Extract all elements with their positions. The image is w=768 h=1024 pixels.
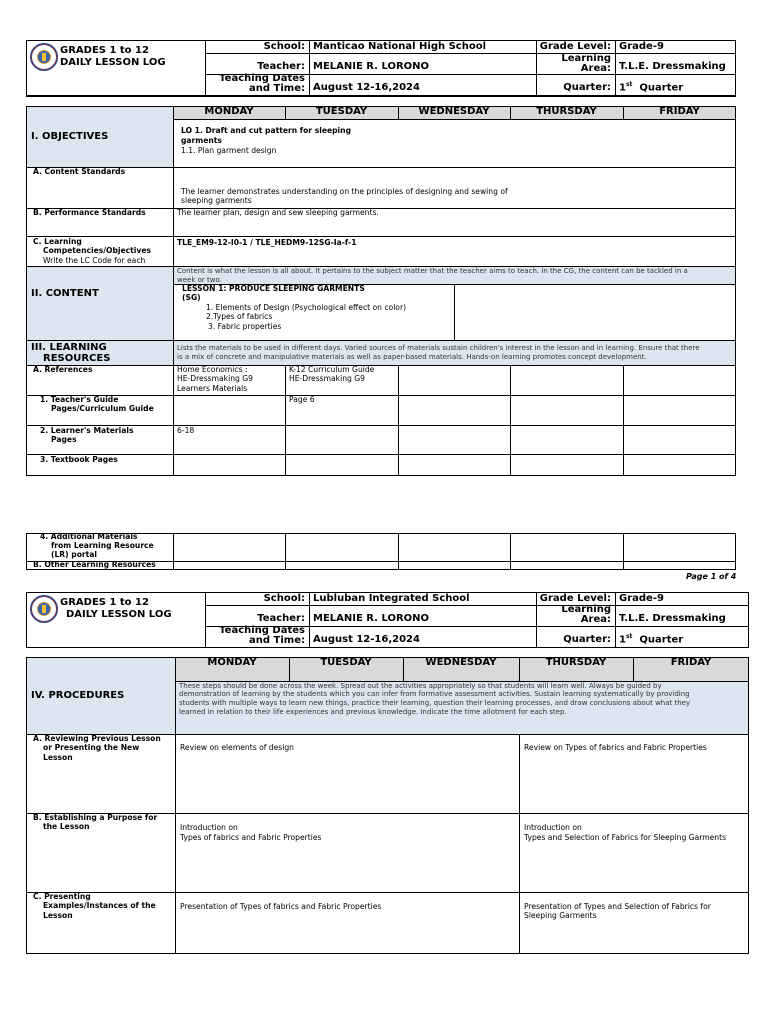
step-b-label-2: the Lesson (43, 822, 90, 831)
teaching-dates-label-2: and Time: (249, 635, 305, 646)
ref-monday-2: HE-Dressmaking G9 (177, 374, 253, 383)
lo-line2: garments (181, 136, 222, 145)
content-item-1: 1. Elements of Design (Psychological effect on color) (206, 303, 407, 312)
teachers-guide-label-2: Pages/Curriculum Guide (51, 404, 154, 413)
day-header-friday: FRIDAY (659, 106, 700, 117)
quarter-value: 1st Quarter (619, 633, 684, 646)
performance-standards-label: B. Performance Standards (33, 208, 146, 217)
competencies-label-1: C. Learning (33, 237, 82, 246)
teachers-guide-label-1: 1. Teacher's Guide (40, 395, 119, 404)
step-b-label-1: B. Establishing a Purpose for (33, 813, 158, 822)
grade-level-label: Grade Level: (539, 593, 611, 604)
grade-level-label: Grade Level: (539, 41, 611, 52)
step-b-thu-fri-2: Types and Selection of Fabrics for Sleeping Garments (524, 833, 727, 842)
step-c-thu-fri-2: Sleeping Garments (524, 911, 597, 920)
teachers-guide-tuesday: Page 6 (289, 395, 315, 404)
competencies-label-3: Write the LC Code for each (43, 256, 146, 265)
lo-line1: LO 1. Draft and cut pattern for sleeping (181, 126, 351, 135)
dll-title-line2: DAILY LESSON LOG (60, 57, 166, 68)
references-label: A. References (33, 365, 93, 374)
content-label: II. CONTENT (31, 288, 99, 299)
teaching-dates-value: August 12-16,2024 (313, 82, 420, 93)
procedures-note-line4: learned in relation to their life experiences and previous knowledge. Indicate the time allotment for each step. (179, 708, 567, 716)
procedures-note-line2: demonstration of learning by the students which you can infer from formative assessment activities. Sustain learning systematically by providing (179, 690, 690, 698)
learning-area-label-2: Area: (580, 614, 611, 625)
resources-note-line2: is a mix of concrete and manipulative materials as well as paper-based materials. Hands-on learning promotes concept development. (177, 353, 647, 361)
quarter-value: 1st Quarter (619, 81, 684, 94)
day-header-thursday: THURSDAY (545, 657, 607, 668)
teacher-label: Teacher: (257, 61, 305, 72)
deped-seal-icon (30, 595, 58, 623)
school-value: Lubluban Integrated School (313, 593, 470, 604)
step-a-mon-wed: Review on elements of design (180, 743, 294, 752)
teaching-dates-label-1: Teaching Dates (219, 625, 305, 636)
teacher-value: MELANIE R. LORONO (313, 61, 430, 72)
resources-label-1: III. LEARNING (31, 342, 107, 353)
day-header-tuesday: TUESDAY (315, 106, 368, 117)
step-b-mon-wed-1: Introduction on (180, 823, 238, 832)
page-number: Page 1 of 4 (686, 572, 737, 581)
content-note-line2: week or two. (177, 276, 222, 284)
performance-standards-text: The learner plan, design and sew sleeping garments. (177, 208, 379, 217)
learners-materials-monday: 6-18 (177, 426, 195, 435)
teaching-dates-label-2: and Time: (249, 83, 305, 94)
day-header-monday: MONDAY (204, 106, 254, 117)
content-standards-line1: The learner demonstrates understanding on the principles of designing and sewing of (181, 187, 508, 196)
resources-note-line1: Lists the materials to be used in different days. Varied sources of materials sustain children's interest in the lesson and in learning. Ensure that there (177, 344, 700, 352)
quarter-label: Quarter: (563, 82, 611, 93)
lesson-title-line1: LESSON 1: PRODUCE SLEEPING GARMENTS (182, 284, 365, 293)
resources-label-2: RESOURCES (43, 353, 111, 364)
content-item-3: 3. Fabric properties (208, 322, 282, 331)
ref-tuesday-2: HE-Dressmaking G9 (289, 374, 365, 383)
additional-materials-label-3: (LR) portal (51, 550, 98, 559)
step-c-label-1: C. Presenting (33, 892, 91, 901)
procedures-note-line3: students with multiple ways to learn new things, practice their learning, question their learning processes, and draw conclusions about what they (179, 699, 691, 707)
teacher-label: Teacher: (257, 613, 305, 624)
school-value: Manticao National High School (313, 41, 486, 52)
dll-title-line1: GRADES 1 to 12 (60, 45, 149, 56)
learners-materials-label-2: Pages (51, 435, 77, 444)
learners-materials-label-1: 2. Learner's Materials (40, 426, 134, 435)
learning-area-label-1: Learning (561, 53, 611, 64)
deped-seal-icon (30, 43, 58, 71)
ref-monday-1: Home Economics : (177, 365, 248, 374)
additional-materials-label-2: from Learning Resource (51, 541, 154, 550)
teaching-dates-label-1: Teaching Dates (219, 73, 305, 84)
textbook-pages-label: 3. Textbook Pages (40, 455, 118, 464)
school-label: School: (263, 593, 305, 604)
other-resources-label: B. Other Learning Resources (33, 560, 156, 569)
content-item-2: 2.Types of fabrics (206, 312, 273, 321)
procedures-note-line1: These steps should be done across the week. Spread out the activities appropriately so that students will learn well. Always be guided by (179, 682, 662, 690)
dll-title-line2: DAILY LESSON LOG (66, 609, 172, 620)
step-a-thu-fri: Review on Types of fabrics and Fabric Properties (524, 743, 707, 752)
step-b-mon-wed-2: Types of fabrics and Fabric Properties (180, 833, 322, 842)
day-header-wednesday: WEDNESDAY (418, 106, 490, 117)
grade-level-value: Grade-9 (619, 41, 664, 52)
content-standards-label: A. Content Standards (33, 167, 126, 176)
step-a-label-1: A. Reviewing Previous Lesson (33, 734, 161, 743)
lesson-title-line2: (SG) (182, 293, 201, 302)
day-header-wednesday: WEDNESDAY (425, 657, 497, 668)
day-header-tuesday: TUESDAY (320, 657, 372, 668)
teacher-value: MELANIE R. LORONO (313, 613, 430, 624)
day-header-thursday: THURSDAY (536, 106, 597, 117)
learning-area-value: T.L.E. Dressmaking (619, 61, 726, 72)
procedures-label: IV. PROCEDURES (31, 690, 125, 701)
learning-area-label-2: Area: (580, 63, 611, 74)
step-b-thu-fri-1: Introduction on (524, 823, 582, 832)
additional-materials-label-1: 4. Additional Materials (40, 532, 138, 541)
learning-area-value: T.L.E. Dressmaking (619, 613, 726, 624)
grade-level-value: Grade-9 (619, 593, 664, 604)
ref-monday-3: Learners Materials (177, 384, 248, 393)
competencies-label-2: Competencies/Objectives (43, 246, 152, 255)
day-header-monday: MONDAY (207, 657, 257, 668)
competencies-code: TLE_EM9-12-I0-1 / TLE_HEDM9-12SG-Ia-f-1 (177, 238, 357, 247)
content-standards-line2: sleeping garments (181, 196, 252, 205)
step-c-label-2: Examples/Instances of the (43, 901, 156, 910)
lo-sub: 1.1. Plan garment design (181, 146, 277, 155)
day-header-friday: FRIDAY (670, 657, 712, 668)
content-note-line1: Content is what the lesson is all about. It pertains to the subject matter that the teacher aims to teach. In the CG, the content can be tackled in a (177, 267, 688, 275)
step-a-label-2: or Presenting the New (43, 743, 140, 752)
step-c-thu-fri-1: Presentation of Types and Selection of Fabrics for (524, 902, 711, 911)
ref-tuesday-1: K-12 Curriculum Guide (289, 365, 375, 374)
school-label: School: (263, 41, 305, 52)
step-a-label-3: Lesson (43, 753, 73, 762)
step-c-mon-wed: Presentation of Types of fabrics and Fabric Properties (180, 902, 382, 911)
step-c-label-3: Lesson (43, 911, 73, 920)
objectives-label: I. OBJECTIVES (31, 131, 109, 142)
learning-area-label-1: Learning (561, 604, 611, 615)
quarter-label: Quarter: (563, 634, 611, 645)
dll-title-line1: GRADES 1 to 12 (60, 597, 149, 608)
teaching-dates-value: August 12-16,2024 (313, 634, 420, 645)
